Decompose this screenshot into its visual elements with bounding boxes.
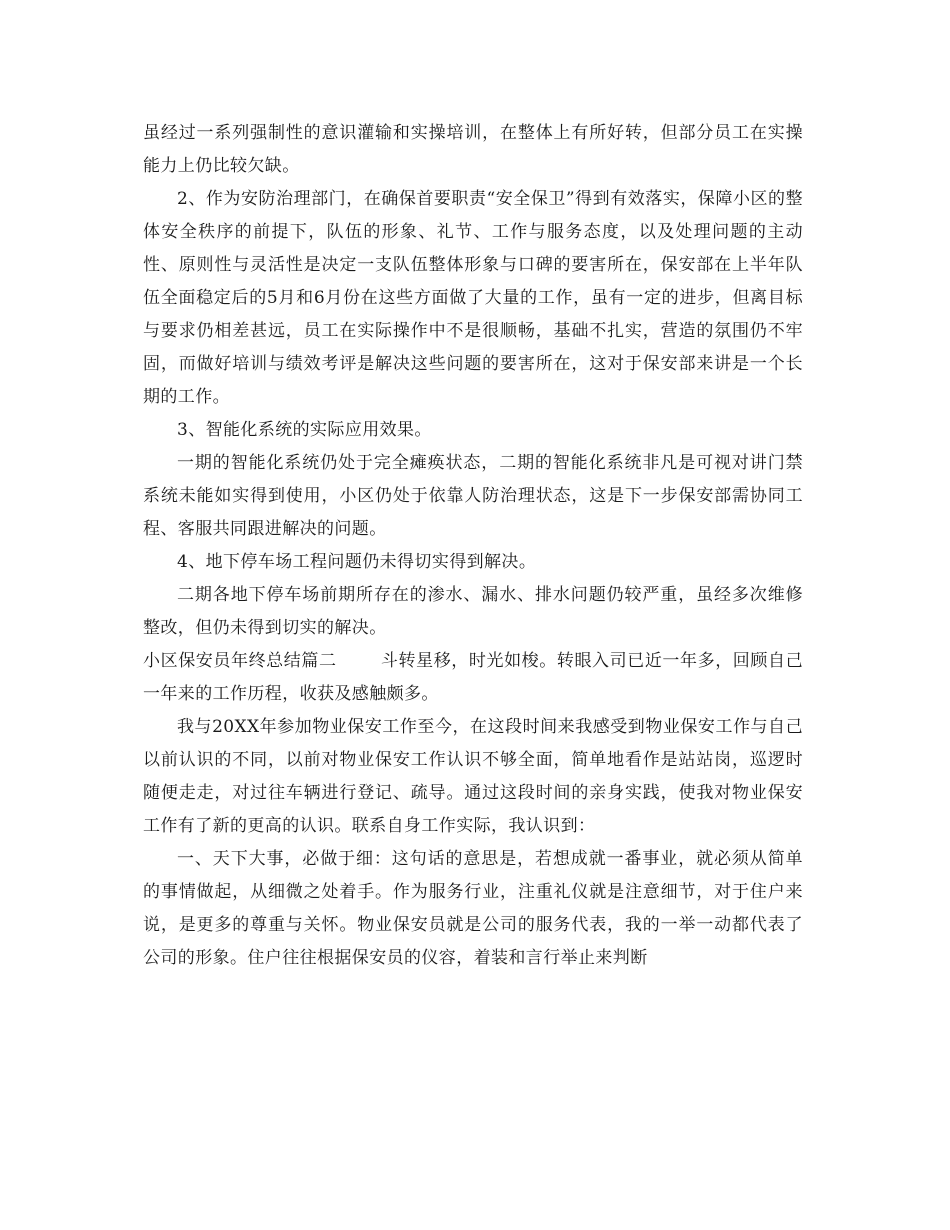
section-title: 小区保安员年终总结篇二 — [143, 651, 337, 671]
paragraph-continuation: 虽经过一系列强制性的意识灌输和实操培训，在整体上有所好转，但部分员工在实操能力上仍比较欠缺。 — [143, 123, 803, 176]
section-heading-line — [143, 645, 803, 711]
paragraph-item-3-heading: 3、智能化系统的实际应用效果。 — [177, 420, 432, 440]
paragraph-item-2: 2、作为安防治理部门，在确保首要职责“安全保卫”得到有效落实，保障小区的整体安全秩序的前提下，队伍的形象、礼节、工作与服务态度，以及处理问题的主动性、原则性与灵活性是决定一支队伍整体形象与口碑的要害所在，保安部在上半年队伍全面稳定后的5月和6月份在这些方面做了大量的工作，虽有一定的进步，但离目标与要求仍相差甚远，员工在实际操作中不是很顺畅，基础不扎实，营造的氛围仍不牢固，而做好培训与绩效考评是解决这些问题的要害所在，这对于保安部来讲是一个长期的工作。 — [143, 189, 803, 407]
paragraph-point-1: 一、天下大事，必做于细：这句话的意思是，若想成就一番事业，就必须从简单的事情做起，从细微之处着手。作为服务行业，注重礼仪就是注意细节，对于住户来说，是更多的尊重与关怀。物业保安员就是公司的服务代表，我的一举一动都代表了公司的形象。住户往往根据保安员的仪容，着装和言行举止来判断 — [143, 849, 803, 968]
paragraph-item-3-body: 一期的智能化系统仍处于完全瘫痪状态，二期的智能化系统非凡是可视对讲门禁系统未能如实得到使用，小区仍处于依靠人防治理状态，这是下一步保安部需协同工程、客服共同跟进解决的问题。 — [143, 453, 803, 539]
section-lead: 斗转星移，时光如梭。转眼入司已近一年多，回顾自己一年来的工作历程，收获及感触颇多。 — [143, 651, 803, 704]
paragraph-item-4-body: 二期各地下停车场前期所存在的渗水、漏水、排水问题仍较严重，虽经多次维修整改，但仍未得到切实的解决。 — [143, 585, 803, 638]
paragraph-item-4-heading: 4、地下停车场工程问题仍未得切实得到解决。 — [177, 552, 537, 572]
paragraph-intro: 我与20XX年参加物业保安工作至今，在这段时间来我感受到物业保安工作与自己以前认识的不同，以前对物业保安工作认识不够全面，简单地看作是站站岗，巡逻时随便走走，对过往车辆进行登记、疏导。通过这段时间的亲身实践，使我对物业保安工作有了新的更高的认识。联系自身工作实际，我认识到： — [143, 717, 803, 836]
document-body — [143, 117, 803, 975]
